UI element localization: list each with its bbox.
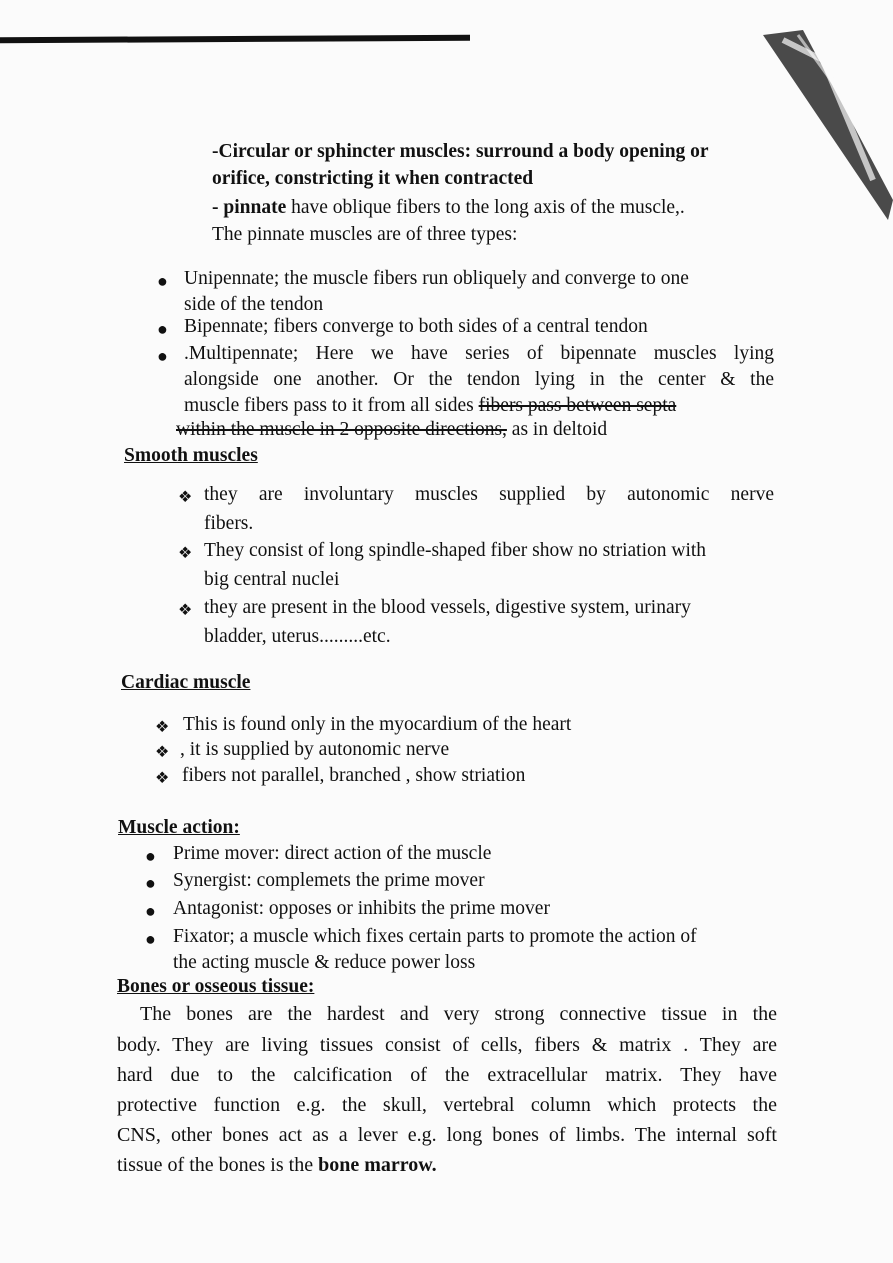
bones-para-line-4: protective function e.g. the skull, vertebral column which protects the xyxy=(117,1094,777,1116)
fixator-item-line-1: Fixator; a muscle which fixes certain parts to promote the action of xyxy=(173,926,697,947)
deltoid-text: as in deltoid xyxy=(506,419,608,440)
bullet-icon: ● xyxy=(157,271,168,291)
bullet-icon: ● xyxy=(145,901,156,921)
struck-text: fibers pass between septa xyxy=(478,395,677,416)
bone-marrow-term: bone marrow. xyxy=(313,1154,437,1176)
bullet-icon: ● xyxy=(145,929,156,949)
smooth-item-1-line-1: they are involuntary muscles supplied by autonomic nerve xyxy=(204,484,774,505)
pinnate-types-intro: The pinnate muscles are of three types: xyxy=(212,224,518,245)
bones-para-line-6-text: tissue of the bones is the xyxy=(117,1154,314,1176)
bipennate-line: Bipennate; fibers converge to both sides of a central tendon xyxy=(184,316,648,337)
fixator-item-line-2: the acting muscle & reduce power loss xyxy=(173,952,476,973)
cardiac-item-2: , it is supplied by autonomic nerve xyxy=(180,739,450,760)
cardiac-item-1: This is found only in the myocardium of the heart xyxy=(183,714,572,735)
pinnate-definition-text: have oblique fibers to the long axis of the muscle,. xyxy=(286,197,685,218)
circular-muscles-line: -Circular or sphincter muscles: surround a body opening or xyxy=(212,141,709,162)
multipennate-line-3 xyxy=(184,393,676,419)
bones-heading: Bones or osseous tissue: xyxy=(117,976,315,997)
top-edge-shadow xyxy=(0,35,470,43)
diamond-bullet-icon: ❖ xyxy=(178,602,193,619)
smooth-item-1-line-2: fibers. xyxy=(204,513,254,534)
bullet-icon: ● xyxy=(145,846,156,866)
cardiac-item-3: fibers not parallel, branched , show striation xyxy=(182,765,526,786)
bones-para-line-5: CNS, other bones act as a lever e.g. long bones of limbs. The internal soft xyxy=(117,1124,777,1146)
pinnate-term: - pinnate xyxy=(212,197,287,218)
struck-text-2: within the muscle in 2 opposite directions, xyxy=(176,419,507,440)
pinnate-definition xyxy=(212,195,685,221)
bones-para-line-6 xyxy=(117,1150,437,1180)
bullet-icon: ● xyxy=(157,346,168,366)
diamond-bullet-icon: ❖ xyxy=(155,770,170,787)
multipennate-line-4 xyxy=(176,417,607,443)
diamond-bullet-icon: ❖ xyxy=(178,489,193,506)
circular-muscles-line-2: orifice, constricting it when contracted xyxy=(212,168,534,189)
bones-para-line-1: The bones are the hardest and very strong connective tissue in the xyxy=(140,1003,777,1025)
unipennate-line-2: side of the tendon xyxy=(184,294,324,315)
smooth-item-3-line-2: bladder, uterus.........etc. xyxy=(204,626,391,647)
bullet-icon: ● xyxy=(145,873,156,893)
synergist-item: Synergist: complemets the prime mover xyxy=(173,870,485,891)
bullet-icon: ● xyxy=(157,319,168,339)
bones-para-line-3: hard due to the calcification of the extracellular matrix. They have xyxy=(117,1064,777,1086)
diamond-bullet-icon: ❖ xyxy=(155,719,170,736)
smooth-muscles-heading: Smooth muscles xyxy=(124,445,258,466)
multipennate-line-2: alongside one another. Or the tendon lying in the center & the xyxy=(184,369,774,390)
smooth-item-2-line-2: big central nuclei xyxy=(204,569,340,590)
multipennate-line-1: .Multipennate; Here we have series of bipennate muscles lying xyxy=(184,343,774,364)
cardiac-muscle-heading: Cardiac muscle xyxy=(121,672,251,693)
diamond-bullet-icon: ❖ xyxy=(178,545,193,562)
bones-para-line-2: body. They are living tissues consist of cells, fibers & matrix . They are xyxy=(117,1034,777,1056)
multipennate-line-3-text: muscle fibers pass to it from all sides xyxy=(184,395,474,416)
diamond-bullet-icon: ❖ xyxy=(155,744,170,761)
prime-mover-item: Prime mover: direct action of the muscle xyxy=(173,843,492,864)
smooth-item-3-line-1: they are present in the blood vessels, digestive system, urinary xyxy=(204,597,691,618)
muscle-action-heading: Muscle action: xyxy=(118,817,240,838)
unipennate-line-1: Unipennate; the muscle fibers run obliquely and converge to one xyxy=(184,268,689,289)
smooth-item-2-line-1: They consist of long spindle-shaped fiber show no striation with xyxy=(204,540,707,561)
antagonist-item: Antagonist: opposes or inhibits the prime mover xyxy=(173,898,550,919)
page-corner-mark xyxy=(763,30,893,220)
